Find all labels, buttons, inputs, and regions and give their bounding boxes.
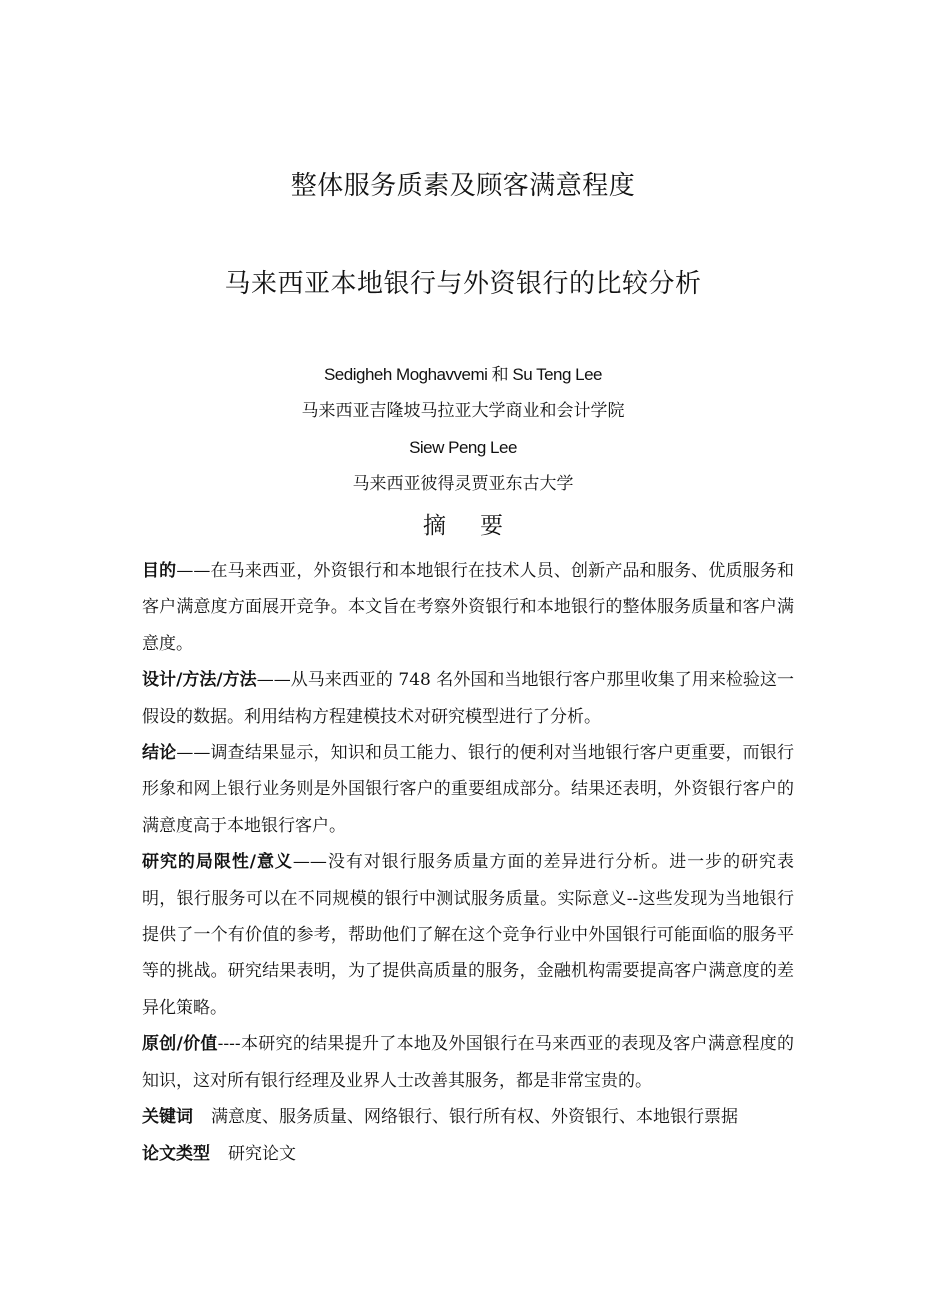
section-text: ——在马来西亚，外资银行和本地银行在技术人员、创新产品和服务、优质服务和客户满意度方面展开竞争。本文旨在考察外资银行和本地银行的整体服务质量和客户满意度。 xyxy=(142,561,795,654)
section-label: 研究的局限性/意义 xyxy=(142,852,293,873)
paper-type-label: 论文类型 xyxy=(142,1143,210,1164)
author-names-1: Sedigheh Moghavvemi 和 Su Teng Lee xyxy=(323,365,603,384)
abstract-section-originality xyxy=(142,1026,794,1099)
author-affiliation-2: 马来西亚彼得灵贾亚东古大学 xyxy=(352,474,574,494)
author-names-2: Siew Peng Lee xyxy=(409,438,517,457)
abstract-body xyxy=(142,553,794,1172)
paper-title-line2: 马来西亚本地银行与外资银行的比较分析 xyxy=(224,269,702,299)
section-text: ——从马来西亚的 748 名外国和当地银行客户那里收集了用来检验这一假设的数据。利用结构方程建模技术对研究模型进行了分析。 xyxy=(142,670,794,727)
abstract-section-limitations xyxy=(142,844,794,1026)
abstract-heading: 摘要 xyxy=(423,513,537,539)
abstract-section-purpose xyxy=(142,553,794,662)
keywords-label: 关键词 xyxy=(142,1107,193,1128)
paper-type-text: 研究论文 xyxy=(228,1143,296,1164)
section-label: 目的 xyxy=(142,561,177,581)
keywords-text: 满意度、服务质量、网络银行、银行所有权、外资银行、本地银行票据 xyxy=(211,1107,738,1128)
section-text: ——调查结果显示，知识和员工能力、银行的便利对当地银行客户更重要，而银行形象和网上银行业务则是外国银行客户的重要组成部分。结果还表明，外资银行客户的满意度高于本地银行客户。 xyxy=(142,743,795,836)
abstract-paper-type xyxy=(142,1136,794,1172)
abstract-section-findings xyxy=(142,735,794,844)
abstract-keywords xyxy=(142,1099,794,1135)
section-text: ----本研究的结果提升了本地及外国银行在马来西亚的表现及客户满意程度的知识，这对所有银行经理及业界人士改善其服务，都是非常宝贵的。 xyxy=(142,1034,794,1091)
section-text: ——没有对银行服务质量方面的差异进行分析。进一步的研究表明，银行服务可以在不同规模的银行中测试服务质量。实际意义--这些发现为当地银行提供了一个有价值的参考，帮助他们了解在这个竞争行业中外国银行可能面临的服务平等的挑战。研究结果表明，为了提供高质量的服务，金融机构需要提高客户满意度的差异化策略。 xyxy=(142,852,794,1018)
paper-title-line1: 整体服务质素及顾客满意程度 xyxy=(290,171,636,201)
section-label: 结论 xyxy=(142,743,177,764)
author-affiliation-1: 马来西亚吉隆坡马拉亚大学商业和会计学院 xyxy=(301,401,625,421)
section-label: 设计/方法/方法 xyxy=(142,670,257,691)
section-label: 原创/价值 xyxy=(142,1034,218,1055)
abstract-section-design xyxy=(142,662,794,735)
